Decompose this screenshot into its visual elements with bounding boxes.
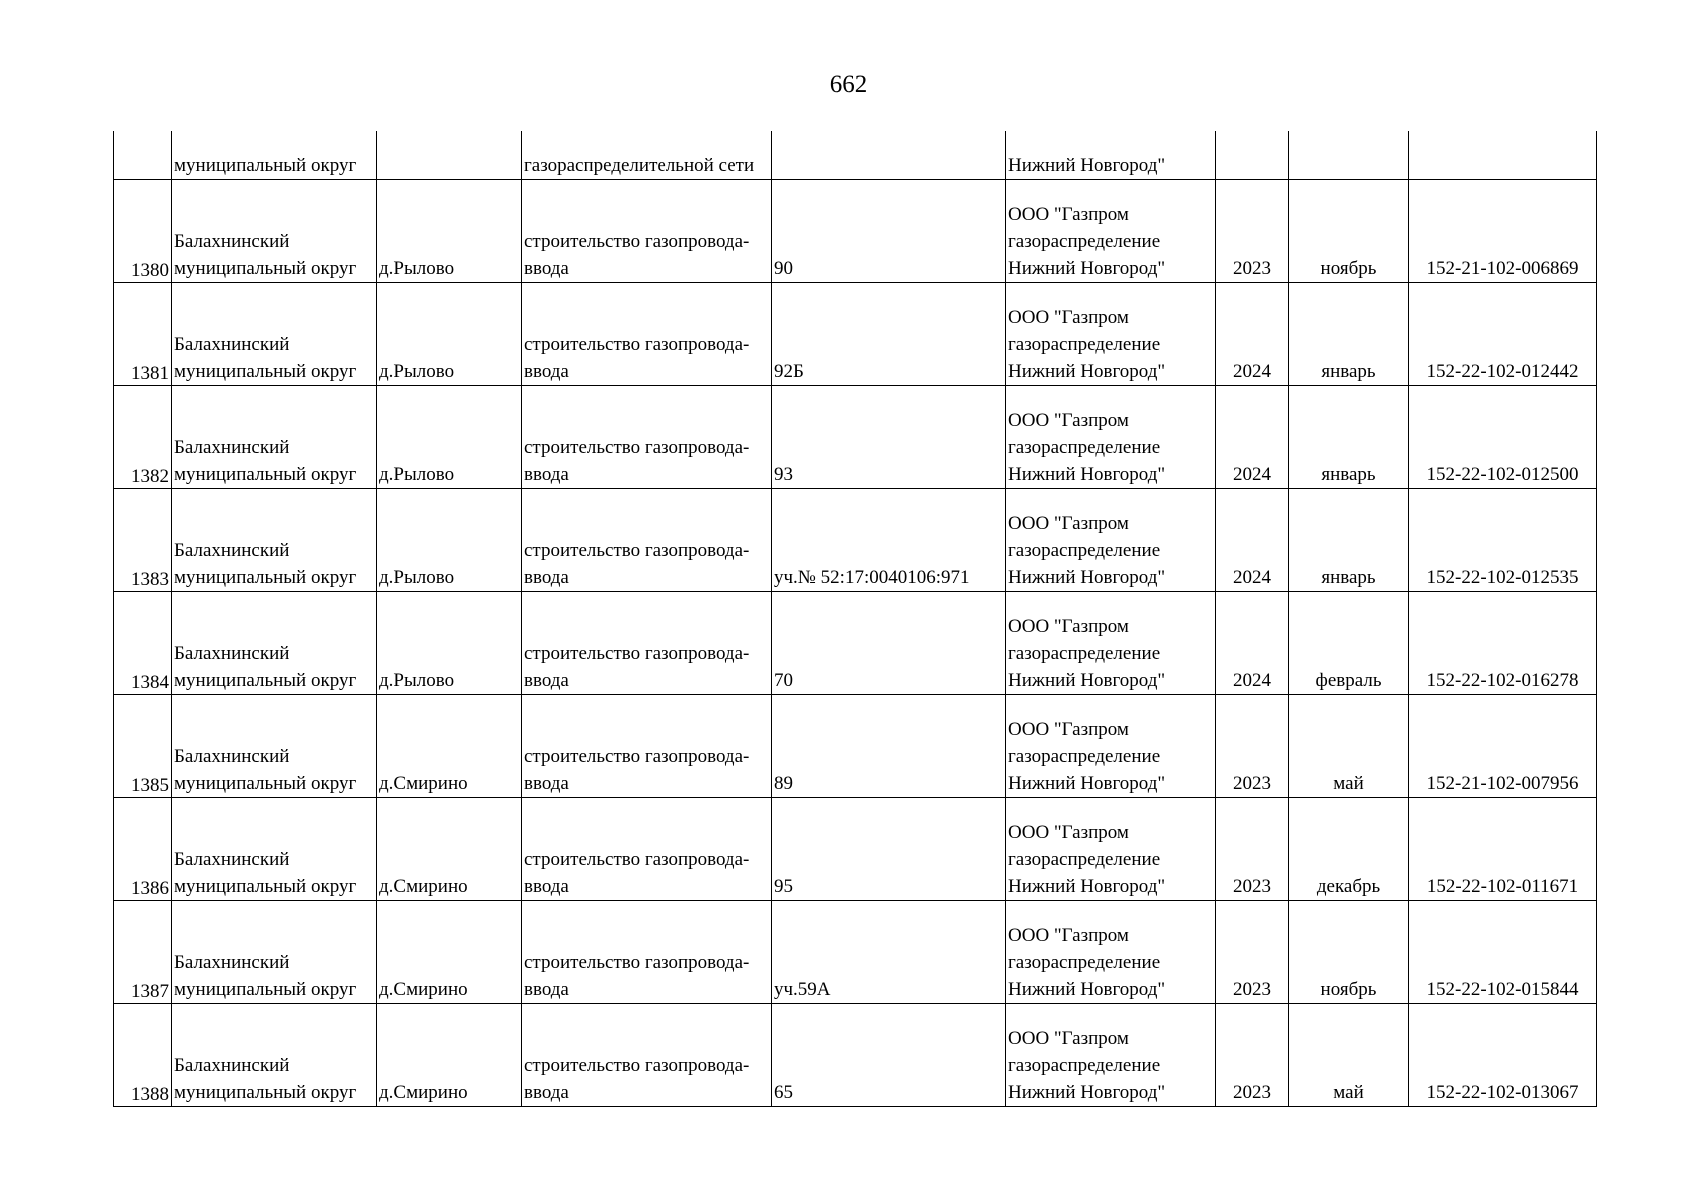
work-line-2: ввода <box>524 567 569 588</box>
work-cell <box>522 1004 772 1107</box>
year-text: 2023 <box>1233 258 1271 279</box>
district-cell <box>172 592 377 695</box>
month-text: май <box>1333 773 1364 794</box>
month-cell <box>1289 901 1409 1004</box>
org-line-3: Нижний Новгород" <box>1008 773 1166 794</box>
org-line-1: ООО "Газпром <box>1008 307 1129 328</box>
code-text: 152-22-102-012442 <box>1426 361 1579 382</box>
month-text: февраль <box>1315 670 1382 691</box>
locality-text: д.Рылово <box>379 464 455 485</box>
month-text: май <box>1333 1082 1364 1103</box>
address-cell <box>772 386 1006 489</box>
locality-text: д.Смирино <box>379 876 468 897</box>
row-number: 1387 <box>131 981 169 1002</box>
district-line-1: Балахнинский <box>174 849 290 870</box>
work-line-1: строительство газопровода- <box>524 746 750 767</box>
work-line-2: ввода <box>524 670 569 691</box>
org-line-1: ООО "Газпром <box>1008 822 1129 843</box>
district-line-2: муниципальный округ <box>174 464 357 485</box>
locality-text: д.Рылово <box>379 258 455 279</box>
table-row <box>114 489 1597 592</box>
address-text: 65 <box>774 1082 793 1103</box>
org-line-1: ООО "Газпром <box>1008 410 1129 431</box>
district-cell <box>172 798 377 901</box>
district-cell <box>172 901 377 1004</box>
num-cell <box>114 283 172 386</box>
row-number: 1381 <box>131 363 169 384</box>
locality-text: д.Смирино <box>379 773 468 794</box>
year-cell <box>1216 131 1289 180</box>
org-line-2: газораспределение <box>1008 1055 1161 1076</box>
code-cell <box>1409 695 1597 798</box>
year-text: 2023 <box>1233 979 1271 1000</box>
district-line-1: Балахнинский <box>174 746 290 767</box>
org-text: Нижний Новгород" <box>1008 155 1166 176</box>
locality-cell <box>377 901 522 1004</box>
year-text: 2023 <box>1233 876 1271 897</box>
num-cell <box>114 592 172 695</box>
org-line-2: газораспределение <box>1008 643 1161 664</box>
address-cell <box>772 798 1006 901</box>
work-cell <box>522 695 772 798</box>
locality-cell <box>377 131 522 180</box>
locality-cell <box>377 283 522 386</box>
org-cell <box>1006 592 1216 695</box>
address-cell <box>772 592 1006 695</box>
org-line-1: ООО "Газпром <box>1008 616 1129 637</box>
locality-text: д.Смирино <box>379 979 468 1000</box>
district-line-2: муниципальный округ <box>174 361 357 382</box>
org-line-1: ООО "Газпром <box>1008 719 1129 740</box>
work-text: газораспределительной сети <box>524 155 755 176</box>
code-cell <box>1409 798 1597 901</box>
district-line-2: муниципальный округ <box>174 258 357 279</box>
org-line-3: Нижний Новгород" <box>1008 258 1166 279</box>
org-cell <box>1006 131 1216 180</box>
code-text: 152-21-102-006869 <box>1426 258 1579 279</box>
code-text: 152-22-102-011671 <box>1426 876 1579 897</box>
work-line-2: ввода <box>524 773 569 794</box>
org-cell <box>1006 901 1216 1004</box>
work-cell <box>522 798 772 901</box>
year-cell <box>1216 386 1289 489</box>
year-cell <box>1216 695 1289 798</box>
address-text: 90 <box>774 258 793 279</box>
year-text: 2024 <box>1233 670 1271 691</box>
org-cell <box>1006 1004 1216 1107</box>
year-cell <box>1216 489 1289 592</box>
org-line-3: Нижний Новгород" <box>1008 361 1166 382</box>
code-cell <box>1409 283 1597 386</box>
year-cell <box>1216 283 1289 386</box>
table-row <box>114 283 1597 386</box>
month-cell <box>1289 798 1409 901</box>
org-line-3: Нижний Новгород" <box>1008 1082 1166 1103</box>
year-cell <box>1216 798 1289 901</box>
code-text: 152-22-102-016278 <box>1426 670 1579 691</box>
district-line-1: Балахнинский <box>174 231 290 252</box>
code-cell <box>1409 131 1597 180</box>
year-cell <box>1216 901 1289 1004</box>
address-cell <box>772 180 1006 283</box>
district-line-1: Балахнинский <box>174 540 290 561</box>
work-cell <box>522 386 772 489</box>
address-cell <box>772 283 1006 386</box>
code-text: 152-22-102-012535 <box>1426 567 1579 588</box>
work-line-1: строительство газопровода- <box>524 849 750 870</box>
district-cell <box>172 695 377 798</box>
district-line-1: Балахнинский <box>174 643 290 664</box>
locality-cell <box>377 798 522 901</box>
continuation-row <box>114 131 1597 180</box>
district-line-2: муниципальный округ <box>174 773 357 794</box>
locality-cell <box>377 1004 522 1107</box>
district-line-1: Балахнинский <box>174 952 290 973</box>
address-cell <box>772 1004 1006 1107</box>
district-line-1: Балахнинский <box>174 334 290 355</box>
month-cell <box>1289 695 1409 798</box>
district-line-1: Балахнинский <box>174 1055 290 1076</box>
address-text: уч.№ 52:17:0040106:971 <box>774 567 970 588</box>
address-cell <box>772 901 1006 1004</box>
table-row <box>114 386 1597 489</box>
work-line-1: строительство газопровода- <box>524 643 750 664</box>
month-cell <box>1289 283 1409 386</box>
code-cell <box>1409 901 1597 1004</box>
month-text: ноябрь <box>1320 258 1377 279</box>
org-cell <box>1006 386 1216 489</box>
locality-cell <box>377 180 522 283</box>
num-cell <box>114 1004 172 1107</box>
code-cell <box>1409 592 1597 695</box>
code-text: 152-22-102-012500 <box>1426 464 1579 485</box>
district-cell <box>172 489 377 592</box>
org-line-2: газораспределение <box>1008 849 1161 870</box>
month-cell <box>1289 592 1409 695</box>
code-cell <box>1409 386 1597 489</box>
address-cell <box>772 489 1006 592</box>
row-number: 1383 <box>131 569 169 590</box>
month-text: январь <box>1321 464 1376 485</box>
locality-text: д.Рылово <box>379 670 455 691</box>
org-line-2: газораспределение <box>1008 952 1161 973</box>
month-cell <box>1289 386 1409 489</box>
district-cell <box>172 131 377 180</box>
district-cell <box>172 386 377 489</box>
org-line-3: Нижний Новгород" <box>1008 670 1166 691</box>
district-line-1: Балахнинский <box>174 437 290 458</box>
month-text: январь <box>1321 361 1376 382</box>
year-cell <box>1216 1004 1289 1107</box>
locality-cell <box>377 695 522 798</box>
org-line-2: газораспределение <box>1008 746 1161 767</box>
org-line-2: газораспределение <box>1008 437 1161 458</box>
work-line-1: строительство газопровода- <box>524 437 750 458</box>
work-cell <box>522 131 772 180</box>
work-line-1: строительство газопровода- <box>524 1055 750 1076</box>
address-text: 93 <box>774 464 793 485</box>
year-cell <box>1216 180 1289 283</box>
work-cell <box>522 180 772 283</box>
district-cell <box>172 1004 377 1107</box>
work-line-2: ввода <box>524 464 569 485</box>
num-cell <box>114 695 172 798</box>
year-text: 2023 <box>1233 1082 1271 1103</box>
table-body <box>114 131 1597 1107</box>
table-row <box>114 1004 1597 1107</box>
year-text: 2024 <box>1233 361 1271 382</box>
month-text: декабрь <box>1316 876 1381 897</box>
org-cell <box>1006 489 1216 592</box>
year-text: 2024 <box>1233 464 1271 485</box>
table-row <box>114 180 1597 283</box>
work-cell <box>522 592 772 695</box>
org-line-2: газораспределение <box>1008 231 1161 252</box>
table-row <box>114 901 1597 1004</box>
row-number: 1382 <box>131 466 169 487</box>
table-row <box>114 592 1597 695</box>
locality-text: д.Смирино <box>379 1082 468 1103</box>
work-cell <box>522 283 772 386</box>
row-number: 1388 <box>131 1084 169 1105</box>
work-line-2: ввода <box>524 361 569 382</box>
page-number: 662 <box>829 71 868 98</box>
month-text: январь <box>1321 567 1376 588</box>
row-number: 1385 <box>131 775 169 796</box>
org-line-3: Нижний Новгород" <box>1008 876 1166 897</box>
month-text: ноябрь <box>1320 979 1377 1000</box>
locality-cell <box>377 592 522 695</box>
registry-table <box>113 131 1597 1107</box>
num-cell <box>114 180 172 283</box>
row-number: 1386 <box>131 878 169 899</box>
address-text: 95 <box>774 876 793 897</box>
address-cell <box>772 131 1006 180</box>
month-cell <box>1289 180 1409 283</box>
table-row <box>114 695 1597 798</box>
year-text: 2023 <box>1233 773 1271 794</box>
work-line-2: ввода <box>524 979 569 1000</box>
num-cell <box>114 901 172 1004</box>
table-row <box>114 798 1597 901</box>
code-cell <box>1409 489 1597 592</box>
org-line-1: ООО "Газпром <box>1008 925 1129 946</box>
address-text: уч.59А <box>774 979 831 1000</box>
address-text: 89 <box>774 773 793 794</box>
month-cell <box>1289 489 1409 592</box>
code-text: 152-21-102-007956 <box>1426 773 1579 794</box>
row-number: 1380 <box>131 260 169 281</box>
work-line-2: ввода <box>524 876 569 897</box>
code-text: 152-22-102-015844 <box>1426 979 1579 1000</box>
month-cell <box>1289 1004 1409 1107</box>
work-line-1: строительство газопровода- <box>524 952 750 973</box>
org-line-3: Нижний Новгород" <box>1008 567 1166 588</box>
org-cell <box>1006 180 1216 283</box>
locality-cell <box>377 489 522 592</box>
code-text: 152-22-102-013067 <box>1426 1082 1579 1103</box>
work-line-1: строительство газопровода- <box>524 334 750 355</box>
work-line-2: ввода <box>524 1082 569 1103</box>
month-cell <box>1289 131 1409 180</box>
district-cell <box>172 283 377 386</box>
org-cell <box>1006 283 1216 386</box>
org-line-2: газораспределение <box>1008 540 1161 561</box>
num-cell <box>114 386 172 489</box>
work-line-1: строительство газопровода- <box>524 540 750 561</box>
district-line-2: муниципальный округ <box>174 670 357 691</box>
locality-text: д.Рылово <box>379 361 455 382</box>
district-line-2: муниципальный округ <box>174 567 357 588</box>
address-cell <box>772 695 1006 798</box>
address-text: 92Б <box>774 361 804 382</box>
org-line-1: ООО "Газпром <box>1008 1028 1129 1049</box>
num-cell <box>114 131 172 180</box>
org-line-1: ООО "Газпром <box>1008 513 1129 534</box>
district-line-2: муниципальный округ <box>174 1082 357 1103</box>
code-cell <box>1409 1004 1597 1107</box>
address-text: 70 <box>774 670 793 691</box>
year-text: 2024 <box>1233 567 1271 588</box>
num-cell <box>114 798 172 901</box>
district-line-2: муниципальный округ <box>174 979 357 1000</box>
work-line-1: строительство газопровода- <box>524 231 750 252</box>
locality-text: д.Рылово <box>379 567 455 588</box>
district-line-2: муниципальный округ <box>174 876 357 897</box>
work-line-2: ввода <box>524 258 569 279</box>
code-cell <box>1409 180 1597 283</box>
org-cell <box>1006 798 1216 901</box>
org-line-3: Нижний Новгород" <box>1008 979 1166 1000</box>
org-cell <box>1006 695 1216 798</box>
num-cell <box>114 489 172 592</box>
org-line-2: газораспределение <box>1008 334 1161 355</box>
work-cell <box>522 489 772 592</box>
year-cell <box>1216 592 1289 695</box>
row-number: 1384 <box>131 672 169 693</box>
locality-cell <box>377 386 522 489</box>
org-line-3: Нижний Новгород" <box>1008 464 1166 485</box>
org-line-1: ООО "Газпром <box>1008 204 1129 225</box>
district-cell <box>172 180 377 283</box>
work-cell <box>522 901 772 1004</box>
district-text: муниципальный округ <box>174 155 357 176</box>
